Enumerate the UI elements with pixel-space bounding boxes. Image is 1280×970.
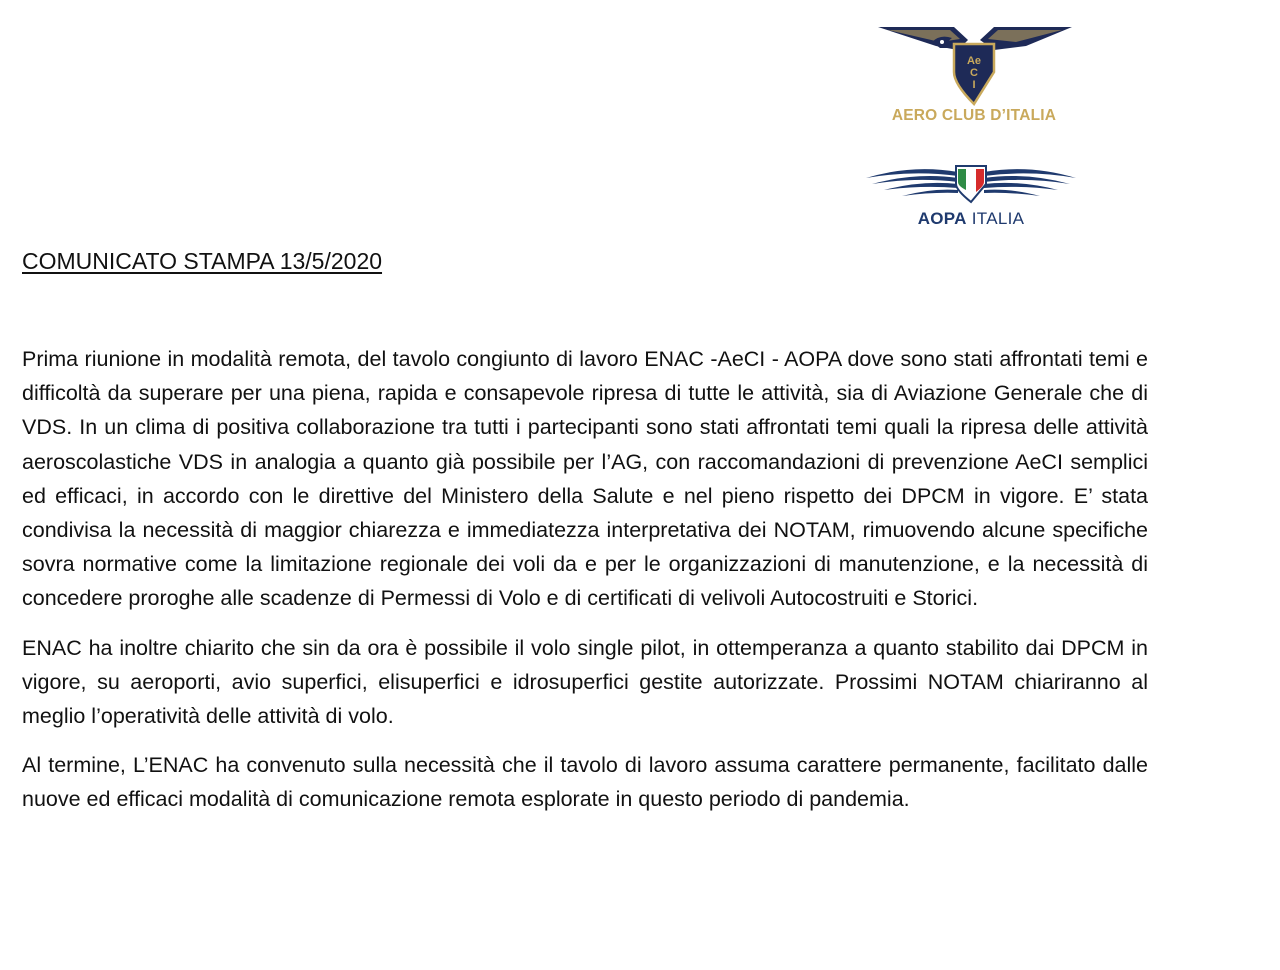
document-body — [22, 342, 1148, 832]
aero-club-italia-logo — [876, 22, 1076, 132]
page-title: COMUNICATO STAMPA 13/5/2020 — [22, 248, 383, 274]
aopa-name-bold: AOPA — [917, 209, 967, 228]
aero-club-italia-name: AERO CLUB D’ITALIA — [891, 107, 1057, 124]
paragraph: Al termine, L’ENAC ha convenuto sulla necessità che il tavolo di lavoro assuma carattere permanente, facilitato dalle nuove ed efficaci modalità di comunicazione remota esplorate in questo periodo di pandemia. — [22, 753, 1148, 812]
paragraph: ENAC ha inoltre chiarito che sin da ora è possibile il volo single pilot, in ottemperanza a quanto stabilito dai DPCM in vigore, su aeroporti, avio superfici, elisuperfici e idrosuperfici gestite autorizzate. Prossimi NOTAM chiariranno al meglio l’operatività delle attività di volo. — [22, 635, 1148, 729]
aopa-italia-logo — [862, 160, 1080, 232]
emblem-text-i: I — [972, 79, 976, 91]
aopa-name-rest: ITALIA — [966, 209, 1025, 228]
paragraph: Prima riunione in modalità remota, del tavolo congiunto di lavoro ENAC -AeCI - AOPA dove sono stati affrontati temi e difficoltà da superare per una piena, rapida e consapevole ripresa di tutte le attività, sia di Aviazione Generale che di VDS. In un clima di positiva collaborazione tra tutti i partecipanti sono stati affrontati temi quali la ripresa delle attività aeroscolastiche VDS in analogia a quanto già possibile per l’AG, con raccomandazioni di prevenzione AeCI semplici ed efficaci, in accordo con le direttive del Ministero della Salute e nel pieno rispetto dei DPCM in vigore. E’ stata condivisa la necessità di maggior chiarezza e immediatezza interpretativa dei NOTAM, rimuovendo alcune specifiche sovra normative come la limitazione regionale dei voli da e per le organizzazioni di manutenzione, e la necessità di concedere proroghe alle scadenze di Permessi di Volo e di certificati di velivoli Autocostruiti e Storici. — [22, 347, 1148, 611]
emblem-text-ae: Ae — [966, 55, 982, 67]
emblem-text-c: C — [970, 67, 978, 79]
winged-shield-icon — [862, 160, 1080, 208]
eagle-emblem-icon — [876, 22, 1076, 106]
aopa-italia-name — [862, 209, 1080, 229]
